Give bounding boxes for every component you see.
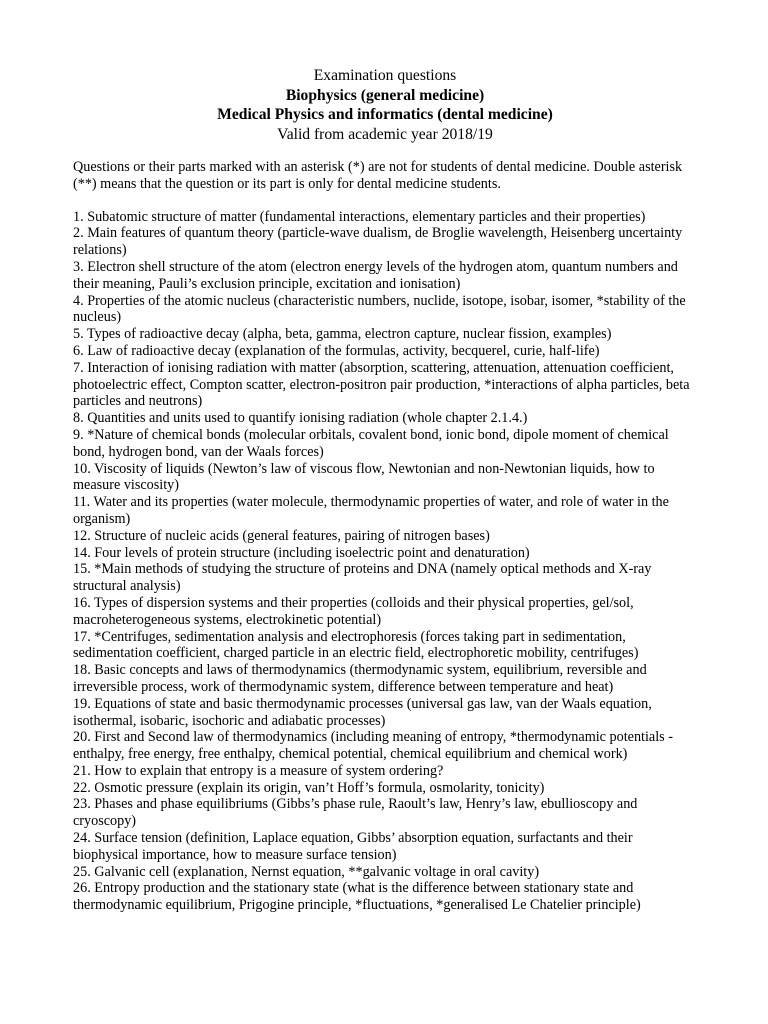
document-header [73, 66, 697, 144]
question-item: 2. Main features of quantum theory (particle-wave dualism, de Broglie wavelength, Heisenberg uncertainty relations) [73, 225, 683, 259]
question-item: 22. Osmotic pressure (explain its origin, van’t Hoff’s formula, osmolarity, tonicity) [73, 779, 545, 796]
question-item: 9. *Nature of chemical bonds (molecular orbitals, covalent bond, ionic bond, dipole moment of chemical bond, hydrogen bond, van der Waals forces) [73, 426, 669, 460]
question-item: 4. Properties of the atomic nucleus (characteristic numbers, nuclide, isotope, isobar, isomer, *stability of the nucleus) [73, 292, 686, 326]
question-item: 23. Phases and phase equilibriums (Gibbs’s phase rule, Raoult’s law, Henry’s law, ebullioscopy and cryoscopy) [73, 796, 638, 830]
question-item: 15. *Main methods of studying the structure of proteins and DNA (namely optical methods and X-ray structural analysis) [73, 561, 652, 595]
question-item: 24. Surface tension (definition, Laplace equation, Gibbs’ absorption equation, surfactants and their biophysical importance, how to measure surface tension) [73, 830, 633, 863]
question-item: 21. How to explain that entropy is a measure of system ordering? [73, 762, 444, 779]
header-title: Examination questions [313, 67, 457, 84]
header-validity: Valid from academic year 2018/19 [277, 125, 493, 143]
question-item: 12. Structure of nucleic acids (general features, pairing of nitrogen bases) [73, 527, 490, 544]
question-item: 3. Electron shell structure of the atom (electron energy levels of the hydrogen atom, quantum numbers and their meaning, Pauli’s exclusion principle, excitation and ionisation) [73, 258, 678, 292]
question-item: 8. Quantities and units used to quantify ionising radiation (whole chapter 2.1.4.) [73, 410, 528, 427]
question-item: 16. Types of dispersion systems and their properties (colloids and their physical properties, gel/sol, macroheterogeneous systems, electrokinetic potential) [73, 594, 634, 628]
intro-paragraph: Questions or their parts marked with an asterisk (*) are not for students of dental medicine. Double asterisk (**) means that the question or its part is only for dental medicine students. [73, 159, 683, 192]
question-item: 6. Law of radioactive decay (explanation of the formulas, activity, becquerel, curie, half-life) [73, 342, 600, 359]
question-item: 19. Equations of state and basic thermodynamic processes (universal gas law, van der Waals equation, isothermal, isobaric, isochoric and adiabatic processes) [73, 695, 652, 729]
question-list [73, 209, 697, 914]
question-item: 5. Types of radioactive decay (alpha, beta, gamma, electron capture, nuclear fission, examples) [73, 326, 612, 343]
question-item: 26. Entropy production and the stationary state (what is the difference between stationary state and thermodynamic equilibrium, Prigogine principle, *fluctuations, *generalised Le Chatelier principle) [73, 880, 641, 914]
document-page [73, 66, 697, 914]
question-item: 11. Water and its properties (water molecule, thermodynamic properties of water, and role of water in the organism) [73, 494, 669, 527]
question-item: 14. Four levels of protein structure (including isoelectric point and denaturation) [73, 544, 530, 561]
question-item: 18. Basic concepts and laws of thermodynamics (thermodynamic system, equilibrium, reversible and irreversible process, work of thermodynamic system, difference between temperature and heat) [73, 662, 647, 695]
question-item: 25. Galvanic cell (explanation, Nernst equation, **galvanic voltage in oral cavity) [73, 863, 540, 880]
question-item: 17. *Centrifuges, sedimentation analysis and electrophoresis (forces taking part in sedimentation, sedimentation coefficient, charged particle in an electric field, electrophoretic mobility, centrifuges) [73, 628, 639, 662]
question-item: 10. Viscosity of liquids (Newton’s law of viscous flow, Newtonian and non-Newtonian liquids, how to measure viscosity) [73, 460, 655, 494]
question-item: 1. Subatomic structure of matter (fundamental interactions, elementary particles and their properties) [73, 208, 646, 225]
question-item: 7. Interaction of ionising radiation with matter (absorption, scattering, attenuation, attenuation coefficient, photoelectric effect, Compton scatter, electron-positron pair production, *interactions of alpha particles, beta particles and neutrons) [73, 359, 690, 410]
header-course-dental: Medical Physics and informatics (dental medicine) [217, 106, 553, 123]
question-item: 20. First and Second law of thermodynamics (including meaning of entropy, *thermodynamic potentials - enthalpy, free energy, free enthalpy, chemical potential, chemical equilibrium and chemical work) [73, 729, 673, 763]
header-course-general: Biophysics (general medicine) [285, 86, 485, 104]
